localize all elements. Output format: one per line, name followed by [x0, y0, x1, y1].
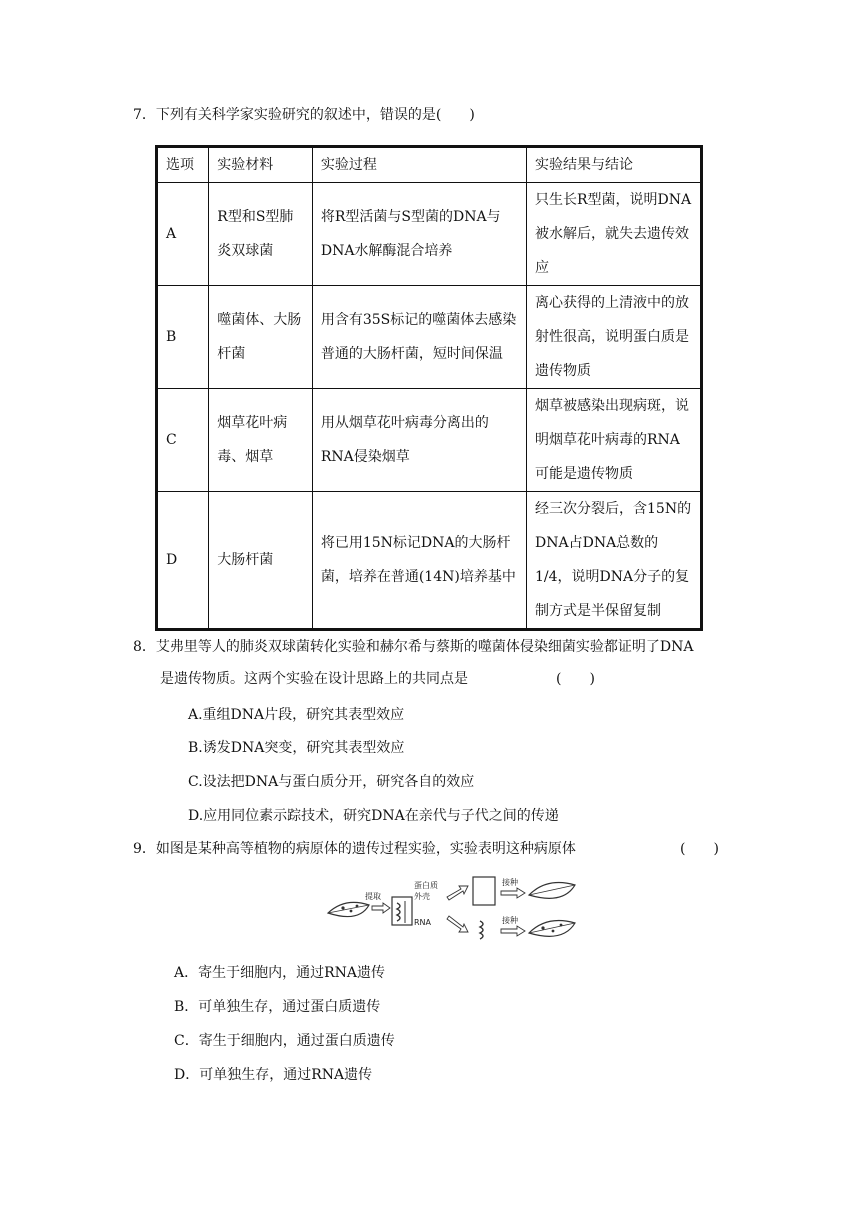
- up-arrow-icon: [447, 886, 468, 900]
- rna-coil-icon: [480, 921, 483, 939]
- rna-label: RNA: [414, 918, 432, 927]
- q8-option-c: C.设法把DNA与蛋白质分开，研究各自的效应: [188, 774, 475, 790]
- healthy-leaf-icon: [529, 883, 575, 899]
- extract-arrow-icon: [372, 903, 390, 913]
- q8-stem-line2: 是遗传物质。这两个实验在设计思路上的共同点是: [160, 671, 468, 687]
- q7-stem: 7．下列有关科学家实验研究的叙述中，错误的是( ): [133, 107, 475, 123]
- table-row: [157, 389, 702, 492]
- q9-option-d: D．可单独生存，通过RNA遗传: [174, 1067, 373, 1083]
- q9-option-a: A．寄生于细胞内，通过RNA遗传: [174, 965, 386, 981]
- row-option: B: [157, 286, 209, 389]
- table-row: [157, 286, 702, 389]
- row-process: 将R型活菌与S型菌的DNA与DNA水解酶混合培养: [312, 183, 526, 286]
- pathogen-experiment-figure: [325, 873, 595, 948]
- protein-label-1: 蛋白质: [414, 881, 438, 890]
- q9-answer-paren: ( ): [680, 841, 719, 857]
- row-material: R型和S型肺炎双球菌: [209, 183, 313, 286]
- row-option: D: [157, 492, 209, 630]
- inoculate-arrow-lower-icon: [501, 926, 525, 936]
- experiment-table: [155, 145, 703, 631]
- header-process: 实验过程: [312, 147, 526, 183]
- row-result: 只生长R型菌，说明DNA被水解后，就失去遗传效应: [527, 183, 702, 286]
- q9-option-b: B．可单独生存，通过蛋白质遗传: [174, 999, 381, 1015]
- row-result: 离心获得的上清液中的放射性很高，说明蛋白质是遗传物质: [527, 286, 702, 389]
- inoculate-label-1: 接种: [502, 878, 518, 887]
- down-arrow-icon: [447, 916, 468, 932]
- row-result: 烟草被感染出现病斑，说明烟草花叶病毒的RNA可能是遗传物质: [527, 389, 702, 492]
- header-option: 选项: [157, 147, 209, 183]
- row-result: 经三次分裂后，含15N的DNA占DNA总数的1/4，说明DNA分子的复制方式是半保留复制: [527, 492, 702, 630]
- q8-option-a: A.重组DNA片段，研究其表型效应: [188, 707, 405, 723]
- q8-option-d: D.应用同位素示踪技术，研究DNA在亲代与子代之间的传递: [188, 808, 559, 824]
- q9-stem: 9．如图是某种高等植物的病原体的遗传过程实验，实验表明这种病原体: [133, 841, 576, 857]
- table-row: [157, 492, 702, 630]
- protein-label-2: 外壳: [414, 892, 430, 901]
- q9-option-c: C．寄生于细胞内，通过蛋白质遗传: [174, 1033, 395, 1049]
- extract-label: 提取: [365, 892, 381, 901]
- row-material: 烟草花叶病毒、烟草: [209, 389, 313, 492]
- header-result: 实验结果与结论: [527, 147, 702, 183]
- table-row: [157, 183, 702, 286]
- row-process: 用含有35S标记的噬菌体去感染普通的大肠杆菌，短时间保温: [312, 286, 526, 389]
- row-option: A: [157, 183, 209, 286]
- q8-option-b: B.诱发DNA突变，研究其表型效应: [188, 740, 405, 756]
- table-header-row: [157, 147, 702, 183]
- diseased-leaf-icon: [328, 902, 369, 916]
- row-process: 用从烟草花叶病毒分离出的RNA侵染烟草: [312, 389, 526, 492]
- q8-answer-paren: ( ): [556, 671, 595, 687]
- virus-particle-icon: [392, 897, 412, 925]
- protein-shell-icon: [473, 877, 495, 905]
- row-material: 大肠杆菌: [209, 492, 313, 630]
- row-material: 噬菌体、大肠杆菌: [209, 286, 313, 389]
- inoculate-arrow-upper-icon: [501, 888, 525, 898]
- header-material: 实验材料: [209, 147, 313, 183]
- q8-stem-line1: 8．艾弗里等人的肺炎双球菌转化实验和赫尔希与蔡斯的噬菌体侵染细菌实验都证明了DNA: [133, 639, 694, 655]
- inoculate-label-2: 接种: [502, 916, 518, 925]
- diseased-leaf-result-icon: [529, 921, 575, 937]
- row-option: C: [157, 389, 209, 492]
- row-process: 将已用15N标记DNA的大肠杆菌，培养在普通(14N)培养基中: [312, 492, 526, 630]
